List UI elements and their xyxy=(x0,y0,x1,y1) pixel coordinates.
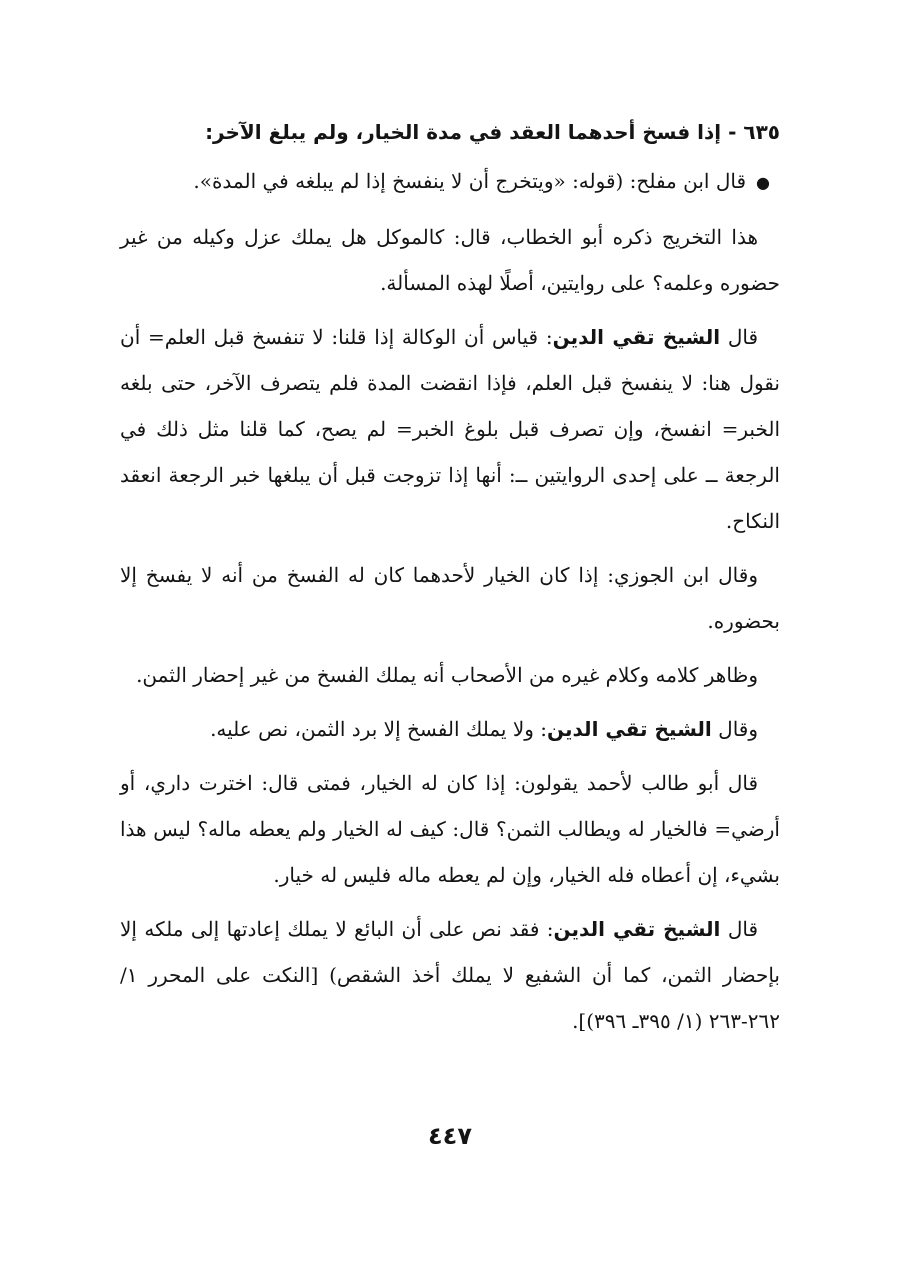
paragraph-lead: وقال xyxy=(718,717,758,741)
bold-name: الشيخ تقي الدين xyxy=(547,717,712,741)
paragraph-text: قال ابن مفلح: (قوله: «ويتخرج أن لا ينفسخ إذا لم يبلغه في المدة». xyxy=(193,169,747,193)
bullet-icon: ● xyxy=(756,173,770,192)
section-heading: ٦٣٥ - إذا فسخ أحدهما العقد في مدة الخيار، ولم يبلغ الآخر: xyxy=(205,120,780,144)
paragraph-zahir-kalamih: وظاهر كلامه وكلام غيره من الأصحاب أنه يملك الفسخ من غير إحضار الثمن. xyxy=(136,663,758,687)
paragraph-text: : فقد نص على أن البائع لا يملك إعادتها إلى ملكه إلا بإحضار الثمن، كما أن الشفيع لا يملك أخذ الشقص) [النكت على المحرر ١/ ٢٦٢-٢٦٣ (١/ ٣٩٥ـ ٣٩٦)]. xyxy=(120,917,780,1033)
bold-name: الشيخ تقي الدين xyxy=(553,917,721,941)
paragraph-taqi-al-din-3 xyxy=(120,906,780,1044)
paragraph-taqi-al-din-2 xyxy=(120,706,780,752)
paragraph-ibn-al-jawzi: وقال ابن الجوزي: إذا كان الخيار لأحدهما كان له الفسخ من أنه لا يفسخ إلا بحضوره. xyxy=(120,563,780,633)
paragraph-text: : قياس أن الوكالة إذا قلنا: لا تنفسخ قبل العلم= أن نقول هنا: لا ينفسخ قبل العلم، فإذا انقضت المدة فلم يتصرف الآخر، حتى بلغه الخبر= انفسخ، وإن تصرف قبل بلوغ الخبر= لم يصح، كما قلنا مثل ذلك في الرجعة ــ على إحدى الروايتين ــ: أنها إذا تزوجت قبل أن يبلغها خبر الرجعة انعقد النكاح. xyxy=(120,325,780,533)
bold-name: الشيخ تقي الدين xyxy=(552,325,721,349)
paragraph-text: : ولا يملك الفسخ إلا برد الثمن، نص عليه. xyxy=(210,717,547,741)
paragraph-taqi-al-din-1 xyxy=(120,314,780,544)
paragraph-lead: قال xyxy=(727,917,758,941)
paragraph-takhrij: هذا التخريج ذكره أبو الخطاب، قال: كالموكل هل يملك عزل وكيله من غير حضوره وعلمه؟ على روايتين، أصلًا لهذه المسألة. xyxy=(120,225,780,295)
paragraph-ibn-muflih xyxy=(120,158,780,206)
page-body xyxy=(120,108,780,1052)
page-number: ٤٤٧ xyxy=(428,1122,472,1150)
paragraph-lead: قال xyxy=(727,325,758,349)
paragraph-abu-talib: قال أبو طالب لأحمد يقولون: إذا كان له الخيار، فمتى قال: اخترت داري، أو أرضي= فالخيار له ويطالب الثمن؟ قال: كيف له الخيار ولم يعطه ماله؟ ليس هذا بشيء، إن أعطاه فله الخيار، وإن لم يعطه ماله فليس له خيار. xyxy=(120,771,780,887)
